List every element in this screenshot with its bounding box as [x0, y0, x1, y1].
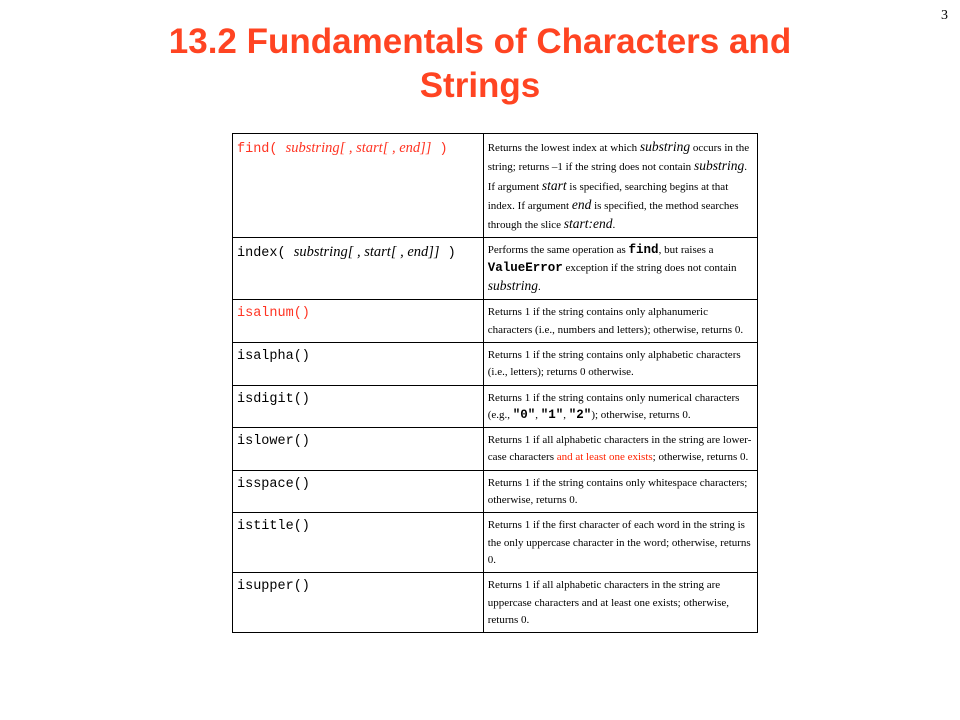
- description-cell-isupper: Returns 1 if all alphabetic characters in the string are uppercase characters and at least one exists; otherwise, returns 0.: [483, 573, 757, 633]
- method-cell-isupper: isupper(): [233, 573, 484, 633]
- desc-code: "0": [512, 407, 536, 422]
- table-row: [233, 134, 758, 238]
- desc-text: .: [612, 219, 616, 232]
- desc-code: ValueError: [487, 260, 563, 275]
- slide-title-line-1: 13.2 Fundamentals of Characters and: [168, 22, 792, 61]
- method-open-paren: (: [269, 142, 286, 157]
- desc-code: find: [628, 243, 659, 258]
- description-cell-find: [483, 134, 757, 238]
- method-params: substring[ , start[ , end]]: [293, 244, 440, 261]
- desc-text: ,: [535, 408, 541, 421]
- method-cell-isalpha: isalpha(): [233, 342, 484, 385]
- slide-title: [0, 20, 960, 108]
- method-open-paren: (: [277, 246, 294, 262]
- method-cell-isspace: isspace(): [233, 470, 484, 513]
- desc-text: Returns 1 if all alphabetic characters in the string are lower-case characters: [487, 434, 752, 464]
- desc-code: "2": [568, 407, 592, 422]
- description-cell-isalnum: Returns 1 if the string contains only alphanumeric characters (i.e., numbers and letters); otherwise, returns 0.: [483, 300, 757, 343]
- desc-text: , but raises a: [658, 244, 714, 257]
- method-name: index: [237, 246, 278, 262]
- desc-code: "1": [540, 407, 564, 422]
- desc-italic: substring: [639, 139, 691, 154]
- desc-highlight: and at least one exists: [556, 451, 653, 464]
- desc-text: Returns the lowest index at which: [487, 142, 640, 154]
- desc-italic: start:end: [563, 216, 613, 232]
- description-cell-istitle: Returns 1 if the first character of each word in the string is the only uppercase character in the word; otherwise, returns 0.: [483, 513, 757, 573]
- description-cell-index: [483, 238, 757, 300]
- method-params: substring[ , start[ , end]]: [285, 140, 432, 156]
- method-cell-isdigit: isdigit(): [233, 385, 484, 428]
- desc-italic: substring: [693, 158, 745, 174]
- desc-text: is specified, searching begins at that index. If argument: [487, 180, 729, 212]
- description-cell-islower: [483, 428, 757, 471]
- desc-text: Performs the same operation as: [487, 244, 629, 257]
- string-methods-table: [232, 133, 758, 633]
- desc-text: Returns 1 if the string contains only numerical characters (e.g.,: [487, 391, 740, 421]
- method-cell-index: [233, 238, 484, 300]
- desc-text: ,: [563, 408, 569, 421]
- table-row: [233, 428, 758, 471]
- desc-text: .: [537, 281, 541, 294]
- description-cell-isalpha: Returns 1 if the string contains only alphabetic characters (i.e., letters); returns 0 otherwise.: [483, 342, 757, 385]
- slide-title-line-2: Strings: [419, 66, 541, 105]
- page-number: 3: [941, 8, 948, 23]
- table-row: [233, 513, 758, 573]
- method-close-paren: ): [431, 142, 448, 157]
- desc-text: . If argument: [487, 161, 747, 193]
- desc-text: is specified, the method searches through the slice: [487, 199, 739, 232]
- description-cell-isspace: Returns 1 if the string contains only whitespace characters; otherwise, returns 0.: [483, 470, 757, 513]
- description-cell-isdigit: [483, 385, 757, 428]
- desc-text: ; otherwise, returns 0.: [652, 451, 749, 464]
- desc-text: occurs in the string; returns –1 if the string does not contain: [487, 142, 750, 174]
- table-row: [233, 573, 758, 633]
- table-row: [233, 385, 758, 428]
- desc-text: exception if the string does not contain: [562, 261, 737, 274]
- method-close-paren: ): [439, 246, 456, 262]
- method-cell-isalnum: isalnum(): [233, 300, 484, 343]
- desc-italic: end: [571, 196, 592, 212]
- table-row: [233, 300, 758, 343]
- desc-italic: start: [541, 177, 567, 193]
- method-cell-istitle: istitle(): [233, 513, 484, 573]
- desc-text: ); otherwise, returns 0.: [591, 408, 691, 421]
- table-row: [233, 470, 758, 513]
- table-row: [233, 238, 758, 300]
- method-name: find: [237, 142, 270, 157]
- method-cell-islower: islower(): [233, 428, 484, 471]
- table-row: [233, 342, 758, 385]
- method-cell-find: [233, 134, 484, 238]
- desc-italic: substring: [487, 278, 538, 294]
